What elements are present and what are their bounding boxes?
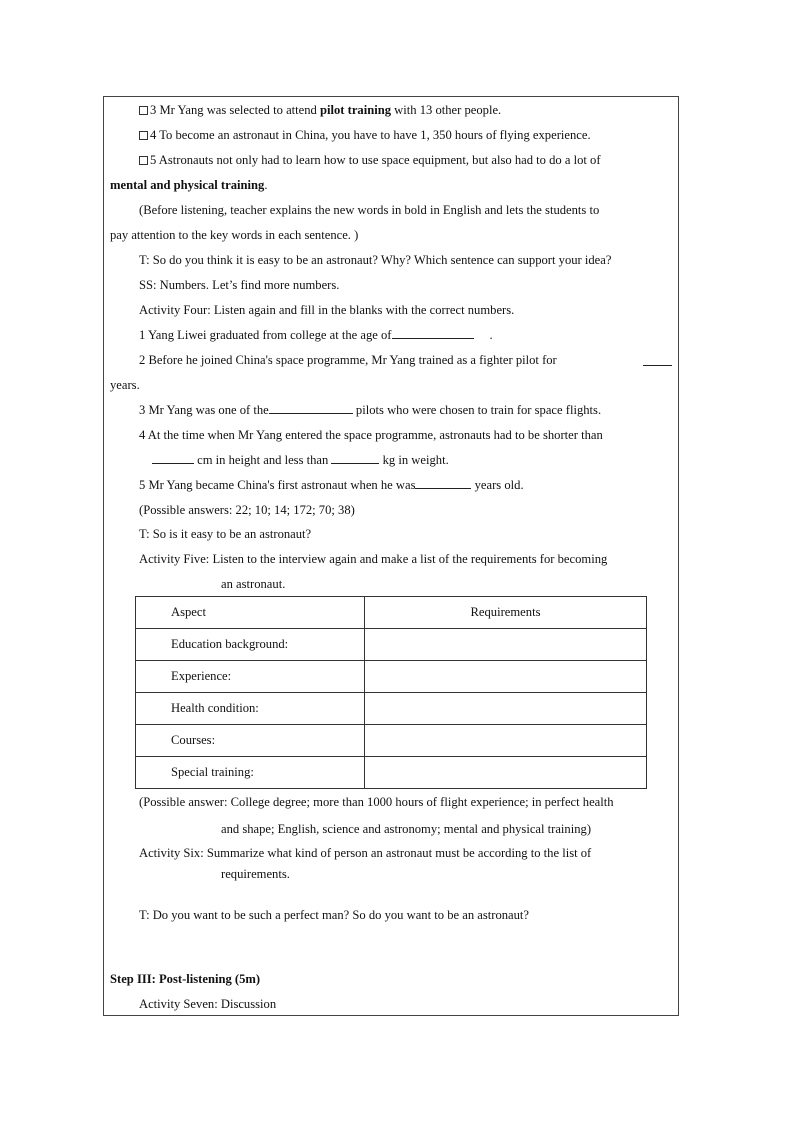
step-three-heading: Step III: Post-listening (5m) [110, 972, 261, 986]
statement-5-continuation: mental and physical training. [110, 178, 268, 192]
requirement-cell[interactable] [365, 757, 647, 789]
table-row [136, 693, 647, 725]
statement-5: 5 Astronauts not only had to learn how to use space equipment, but also had to do a lot of [139, 152, 601, 168]
teacher-question-3: T: Do you want to be such a perfect man? So do you want to be an astronaut? [139, 908, 530, 922]
header-requirements: Requirements [365, 597, 647, 629]
blank-question-2-continuation: years. [110, 378, 140, 392]
requirements-table [135, 596, 647, 789]
checkbox-5[interactable] [139, 156, 148, 165]
aspect-cell: Special training: [136, 757, 365, 789]
possible-answers-2-continuation: and shape; English, science and astronomy; mental and physical training) [221, 822, 592, 836]
requirement-cell[interactable] [365, 693, 647, 725]
blank-question-4-continuation: cm in height and less than kg in weight. [152, 452, 449, 468]
aspect-cell: Experience: [136, 661, 365, 693]
aspect-cell: Courses: [136, 725, 365, 757]
table-row [136, 725, 647, 757]
table-row [136, 757, 647, 789]
requirement-cell[interactable] [365, 629, 647, 661]
answer-blank-3[interactable] [269, 402, 353, 414]
note-line-1: (Before listening, teacher explains the new words in bold in English and lets the students to [139, 203, 600, 217]
possible-answers-1: (Possible answers: 22; 10; 14; 172; 70; 38) [139, 503, 355, 517]
answer-blank-4-weight[interactable] [331, 452, 379, 464]
requirement-cell[interactable] [365, 725, 647, 757]
blank-question-4: 4 At the time when Mr Yang entered the space programme, astronauts had to be shorter than [139, 428, 603, 442]
note-line-2: pay attention to the key words in each sentence. ) [110, 228, 359, 242]
activity-five-heading: Activity Five: Listen to the interview again and make a list of the requirements for becoming [139, 552, 608, 566]
possible-answers-2: (Possible answer: College degree; more than 1000 hours of flight experience; in perfect health [139, 795, 614, 809]
blank-question-3: 3 Mr Yang was one of the pilots who were chosen to train for space flights. [139, 403, 602, 417]
answer-blank-2[interactable] [643, 354, 672, 366]
checkbox-3[interactable] [139, 106, 148, 115]
activity-seven-heading: Activity Seven: Discussion [139, 997, 277, 1011]
requirement-cell[interactable] [365, 661, 647, 693]
aspect-cell: Education background: [136, 629, 365, 661]
answer-blank-5[interactable] [415, 477, 471, 489]
teacher-question-2: T: So is it easy to be an astronaut? [139, 527, 312, 541]
teacher-question-1: T: So do you think it is easy to be an astronaut? Why? Which sentence can support your idea? [139, 253, 612, 267]
checkbox-4[interactable] [139, 131, 148, 140]
activity-six-heading: Activity Six: Summarize what kind of person an astronaut must be according to the list of [139, 846, 592, 860]
activity-five-heading-continuation: an astronaut. [221, 577, 286, 591]
aspect-cell: Health condition: [136, 693, 365, 725]
blank-question-2: 2 Before he joined China's space programme, Mr Yang trained as a fighter pilot for [139, 353, 557, 367]
answer-blank-1[interactable] [392, 327, 474, 339]
activity-four-heading: Activity Four: Listen again and fill in the blanks with the correct numbers. [139, 303, 515, 317]
students-response: SS: Numbers. Let’s find more numbers. [139, 278, 340, 292]
activity-six-heading-continuation: requirements. [221, 867, 290, 881]
statement-3: 3 Mr Yang was selected to attend pilot training with 13 other people. [139, 102, 501, 118]
blank-question-5: 5 Mr Yang became China's first astronaut when he was years old. [139, 478, 524, 492]
table-row [136, 629, 647, 661]
table-header-row [136, 597, 647, 629]
statement-4: 4 To become an astronaut in China, you have to have 1, 350 hours of flying experience. [139, 127, 591, 143]
table-row [136, 661, 647, 693]
header-aspect: Aspect [136, 597, 365, 629]
blank-question-1: 1 Yang Liwei graduated from college at the age of . [139, 328, 493, 342]
answer-blank-4-height[interactable] [152, 452, 194, 464]
